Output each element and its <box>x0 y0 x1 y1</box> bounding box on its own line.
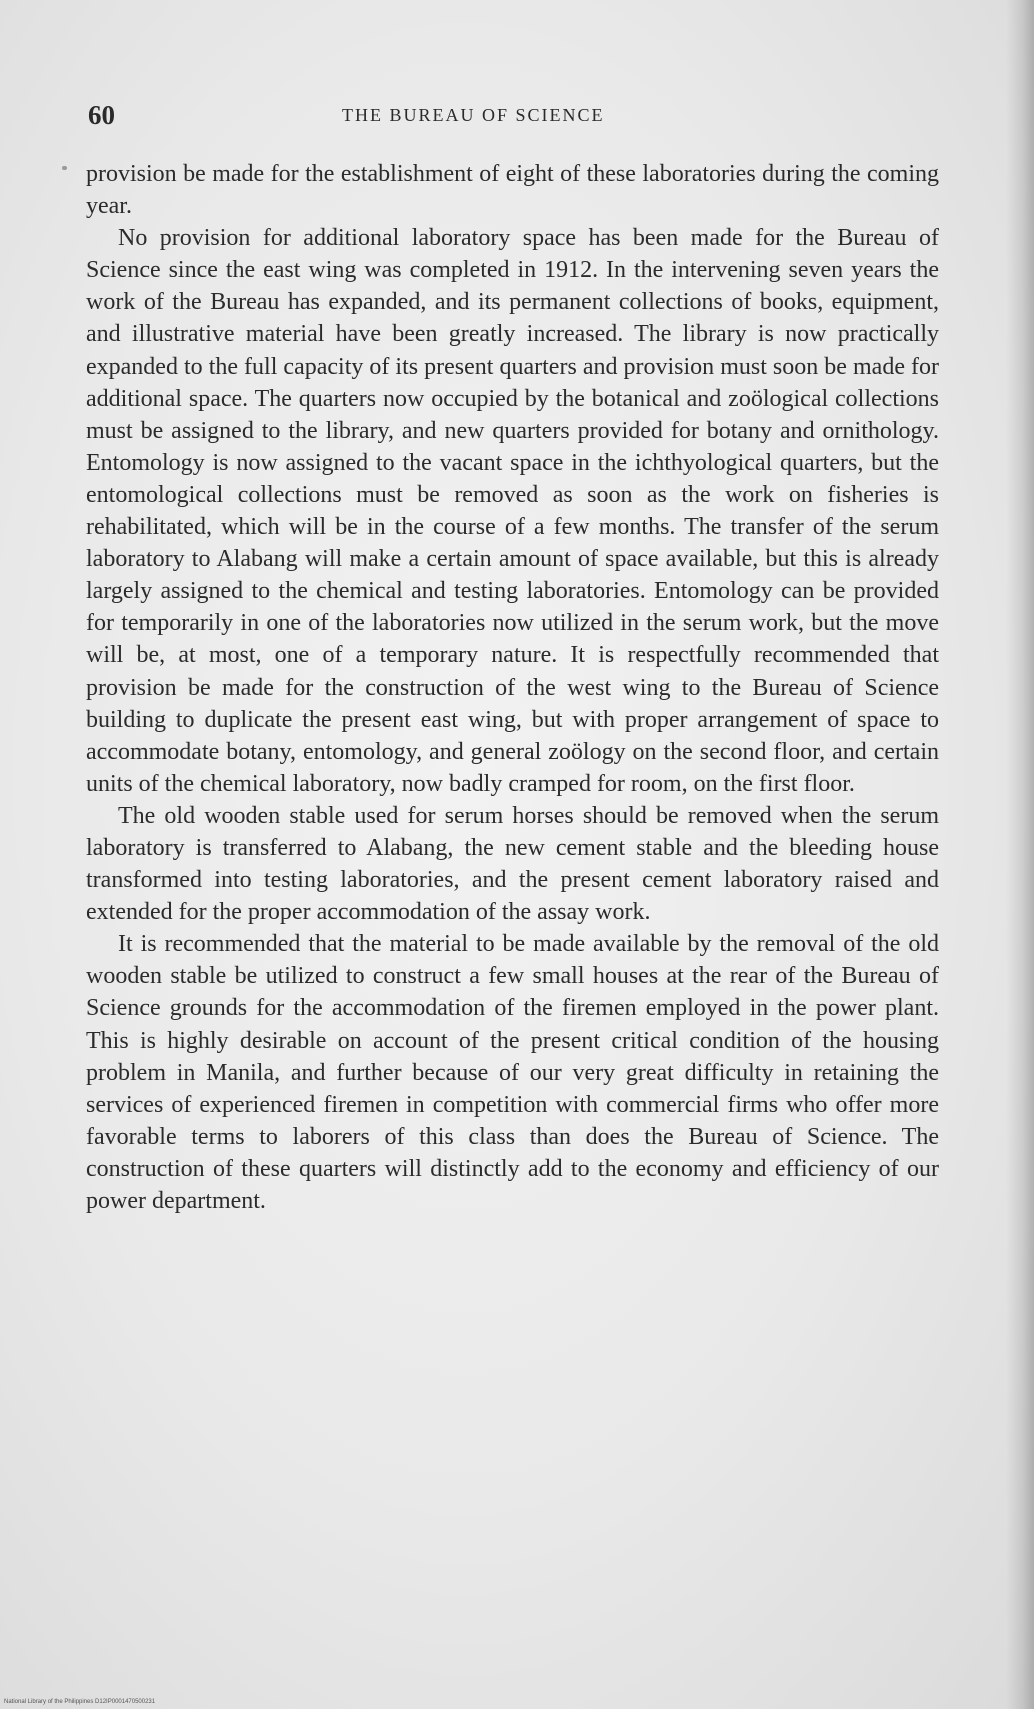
page-edge-shadow <box>1006 0 1034 1709</box>
archive-stamp: National Library of the Philippines D12IP0001470500231 <box>4 1699 156 1705</box>
body-text <box>86 158 939 1217</box>
paragraph-laboratory-space: No provision for additional laboratory space has been made for the Bureau of Science since the east wing was completed in 1912. In the intervening seven years the work of the Bureau has expanded, and its permanent collections of books, equipment, and illustrative material have been greatly increased. The library is now practically expanded to the full capacity of its present quarters and provision must soon be made for additional space. The quarters now occupied by the botanical and zoölogical collections must be assigned to the library, and new quarters provided for botany and ornithology. Entomology is now assigned to the vacant space in the ichthyological quarters, but the entomological collections must be removed as soon as the work on fisheries is rehabilitated, which will be in the course of a few months. The transfer of the serum laboratory to Alabang will make a certain amount of space available, but this is already largely assigned to the chemical and testing laboratories. Entomology can be provided for temporarily in one of the laboratories now utilized in the serum work, but the move will be, at most, one of a temporary nature. It is respectfully recommended that provision be made for the construction of the west wing to the Bureau of Science building to duplicate the present east wing, but with proper arrangement of space to accommodate botany, entomology, and general zoölogy on the second floor, and certain units of the chemical laboratory, now badly cramped for room, on the first floor. <box>86 225 939 797</box>
page-number: 60 <box>88 100 115 130</box>
paragraph-firemen-houses: It is recommended that the material to be made available by the removal of the old wooden stable be utilized to construct a few small houses at the rear of the Bureau of Science grounds for the accommodation of the firemen employed in the power plant. This is highly desirable on account of the present critical condition of the housing problem in Manila, and further because of our very great difficulty in retaining the services of experienced firemen in competition with commercial firms who offer more favorable terms to laborers of this class than does the Bureau of Science. The construction of these quarters will distinctly add to the economy and efficiency of our power department. <box>86 931 939 1214</box>
running-title: THE BUREAU OF SCIENCE <box>342 105 605 125</box>
paragraph-wooden-stable: The old wooden stable used for serum horses should be removed when the serum laboratory is transferred to Alabang, the new cement stable and the bleeding house transformed into testing laboratories, and the present cement laboratory raised and extended for the proper accommodation of the assay work. <box>86 802 939 926</box>
page-header <box>88 100 938 140</box>
margin-mark <box>62 166 67 170</box>
paragraph-continuation: provision be made for the establishment of eight of these laboratories during the coming year. <box>86 161 939 220</box>
